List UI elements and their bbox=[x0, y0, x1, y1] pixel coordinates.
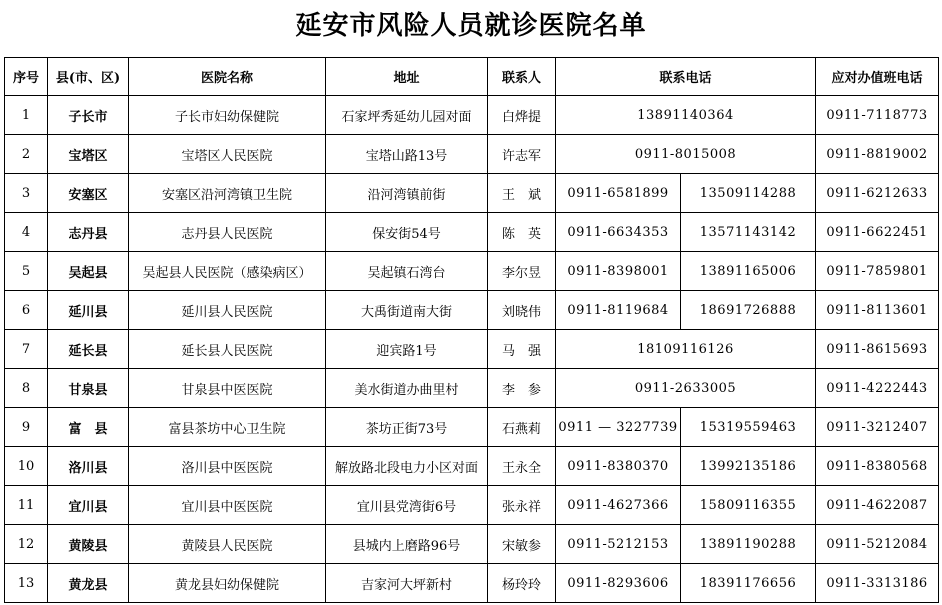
hospital-name-cell: 黄陵县人民医院 bbox=[129, 525, 326, 564]
row-number: 11 bbox=[5, 486, 48, 525]
county-cell: 吴起县 bbox=[48, 252, 129, 291]
table-row bbox=[5, 408, 939, 447]
address-cell: 吴起镇石湾台 bbox=[326, 252, 488, 291]
contact-person-cell: 张永祥 bbox=[488, 486, 556, 525]
table-row bbox=[5, 96, 939, 135]
mobile-phone-cell: 18391176656 bbox=[681, 564, 816, 603]
hospital-name-cell: 洛川县中医医院 bbox=[129, 447, 326, 486]
contact-person-cell: 李 参 bbox=[488, 369, 556, 408]
hospital-name-cell: 甘泉县中医医院 bbox=[129, 369, 326, 408]
row-number: 9 bbox=[5, 408, 48, 447]
mobile-phone-cell: 13891190288 bbox=[681, 525, 816, 564]
contact-phone-cell: 18109116126 bbox=[556, 330, 816, 369]
hospital-table bbox=[4, 57, 939, 603]
duty-phone-cell: 0911-8819002 bbox=[816, 135, 939, 174]
address-cell: 茶坊正街73号 bbox=[326, 408, 488, 447]
mobile-phone-cell: 18691726888 bbox=[681, 291, 816, 330]
county-cell: 富 县 bbox=[48, 408, 129, 447]
duty-phone-cell: 0911-4222443 bbox=[816, 369, 939, 408]
mobile-phone-cell: 13571143142 bbox=[681, 213, 816, 252]
header-duty-phone: 应对办值班电话 bbox=[816, 58, 939, 96]
hospital-name-cell: 安塞区沿河湾镇卫生院 bbox=[129, 174, 326, 213]
hospital-name-cell: 子长市妇幼保健院 bbox=[129, 96, 326, 135]
row-number: 5 bbox=[5, 252, 48, 291]
row-number: 8 bbox=[5, 369, 48, 408]
table-row bbox=[5, 213, 939, 252]
header-county: 县(市、区) bbox=[48, 58, 129, 96]
county-cell: 宜川县 bbox=[48, 486, 129, 525]
table-row bbox=[5, 525, 939, 564]
address-cell: 保安街54号 bbox=[326, 213, 488, 252]
county-cell: 子长市 bbox=[48, 96, 129, 135]
duty-phone-cell: 0911-4622087 bbox=[816, 486, 939, 525]
duty-phone-cell: 0911-8615693 bbox=[816, 330, 939, 369]
address-cell: 石家坪秀延幼儿园对面 bbox=[326, 96, 488, 135]
header-address: 地址 bbox=[326, 58, 488, 96]
table-row bbox=[5, 564, 939, 603]
duty-phone-cell: 0911-3313186 bbox=[816, 564, 939, 603]
row-number: 13 bbox=[5, 564, 48, 603]
row-number: 10 bbox=[5, 447, 48, 486]
table-body bbox=[5, 96, 939, 603]
duty-phone-cell: 0911-7118773 bbox=[816, 96, 939, 135]
table-row bbox=[5, 252, 939, 291]
contact-phone-cell: 0911-6634353 bbox=[556, 213, 681, 252]
header-phone: 联系电话 bbox=[556, 58, 816, 96]
hospital-name-cell: 延长县人民医院 bbox=[129, 330, 326, 369]
contact-phone-cell: 0911-4627366 bbox=[556, 486, 681, 525]
hospital-name-cell: 延川县人民医院 bbox=[129, 291, 326, 330]
row-number: 4 bbox=[5, 213, 48, 252]
county-cell: 黄龙县 bbox=[48, 564, 129, 603]
contact-phone-cell: 0911-8119684 bbox=[556, 291, 681, 330]
table-header-row bbox=[5, 58, 939, 96]
table-row bbox=[5, 486, 939, 525]
mobile-phone-cell: 15319559463 bbox=[681, 408, 816, 447]
address-cell: 美水街道办曲里村 bbox=[326, 369, 488, 408]
header-contact: 联系人 bbox=[488, 58, 556, 96]
contact-person-cell: 白烨提 bbox=[488, 96, 556, 135]
contact-phone-cell: 0911 — 3227739 bbox=[556, 408, 681, 447]
contact-phone-cell: 13891140364 bbox=[556, 96, 816, 135]
contact-phone-cell: 0911-5212153 bbox=[556, 525, 681, 564]
contact-phone-cell: 0911-6581899 bbox=[556, 174, 681, 213]
hospital-name-cell: 富县茶坊中心卫生院 bbox=[129, 408, 326, 447]
contact-person-cell: 李尔昱 bbox=[488, 252, 556, 291]
hospital-name-cell: 宜川县中医医院 bbox=[129, 486, 326, 525]
contact-person-cell: 王 斌 bbox=[488, 174, 556, 213]
row-number: 12 bbox=[5, 525, 48, 564]
address-cell: 大禹街道南大街 bbox=[326, 291, 488, 330]
hospital-name-cell: 宝塔区人民医院 bbox=[129, 135, 326, 174]
duty-phone-cell: 0911-5212084 bbox=[816, 525, 939, 564]
contact-person-cell: 许志军 bbox=[488, 135, 556, 174]
address-cell: 宜川县党湾街6号 bbox=[326, 486, 488, 525]
row-number: 6 bbox=[5, 291, 48, 330]
contact-phone-cell: 0911-2633005 bbox=[556, 369, 816, 408]
hospital-name-cell: 黄龙县妇幼保健院 bbox=[129, 564, 326, 603]
contact-person-cell: 刘晓伟 bbox=[488, 291, 556, 330]
address-cell: 沿河湾镇前街 bbox=[326, 174, 488, 213]
table-row bbox=[5, 174, 939, 213]
contact-person-cell: 石燕莉 bbox=[488, 408, 556, 447]
address-cell: 宝塔山路13号 bbox=[326, 135, 488, 174]
contact-phone-cell: 0911-8293606 bbox=[556, 564, 681, 603]
duty-phone-cell: 0911-6212633 bbox=[816, 174, 939, 213]
duty-phone-cell: 0911-3212407 bbox=[816, 408, 939, 447]
county-cell: 黄陵县 bbox=[48, 525, 129, 564]
header-hospital: 医院名称 bbox=[129, 58, 326, 96]
mobile-phone-cell: 15809116355 bbox=[681, 486, 816, 525]
table-row bbox=[5, 369, 939, 408]
county-cell: 洛川县 bbox=[48, 447, 129, 486]
address-cell: 解放路北段电力小区对面 bbox=[326, 447, 488, 486]
row-number: 2 bbox=[5, 135, 48, 174]
contact-phone-cell: 0911-8015008 bbox=[556, 135, 816, 174]
county-cell: 宝塔区 bbox=[48, 135, 129, 174]
contact-person-cell: 陈 英 bbox=[488, 213, 556, 252]
table-row bbox=[5, 330, 939, 369]
table-row bbox=[5, 291, 939, 330]
row-number: 7 bbox=[5, 330, 48, 369]
row-number: 1 bbox=[5, 96, 48, 135]
county-cell: 甘泉县 bbox=[48, 369, 129, 408]
contact-person-cell: 宋敏参 bbox=[488, 525, 556, 564]
hospital-name-cell: 志丹县人民医院 bbox=[129, 213, 326, 252]
duty-phone-cell: 0911-7859801 bbox=[816, 252, 939, 291]
mobile-phone-cell: 13891165006 bbox=[681, 252, 816, 291]
county-cell: 延川县 bbox=[48, 291, 129, 330]
hospital-name-cell: 吴起县人民医院（感染病区） bbox=[129, 252, 326, 291]
mobile-phone-cell: 13992135186 bbox=[681, 447, 816, 486]
duty-phone-cell: 0911-6622451 bbox=[816, 213, 939, 252]
county-cell: 安塞区 bbox=[48, 174, 129, 213]
address-cell: 县城内上磨路96号 bbox=[326, 525, 488, 564]
county-cell: 志丹县 bbox=[48, 213, 129, 252]
table-row bbox=[5, 135, 939, 174]
contact-person-cell: 王永全 bbox=[488, 447, 556, 486]
duty-phone-cell: 0911-8380568 bbox=[816, 447, 939, 486]
row-number: 3 bbox=[5, 174, 48, 213]
contact-person-cell: 杨玲玲 bbox=[488, 564, 556, 603]
mobile-phone-cell: 13509114288 bbox=[681, 174, 816, 213]
contact-phone-cell: 0911-8380370 bbox=[556, 447, 681, 486]
duty-phone-cell: 0911-8113601 bbox=[816, 291, 939, 330]
table-row bbox=[5, 447, 939, 486]
address-cell: 迎宾路1号 bbox=[326, 330, 488, 369]
header-no: 序号 bbox=[5, 58, 48, 96]
contact-phone-cell: 0911-8398001 bbox=[556, 252, 681, 291]
contact-person-cell: 马 强 bbox=[488, 330, 556, 369]
county-cell: 延长县 bbox=[48, 330, 129, 369]
address-cell: 吉家河大坪新村 bbox=[326, 564, 488, 603]
page-title: 延安市风险人员就诊医院名单 bbox=[295, 11, 647, 41]
